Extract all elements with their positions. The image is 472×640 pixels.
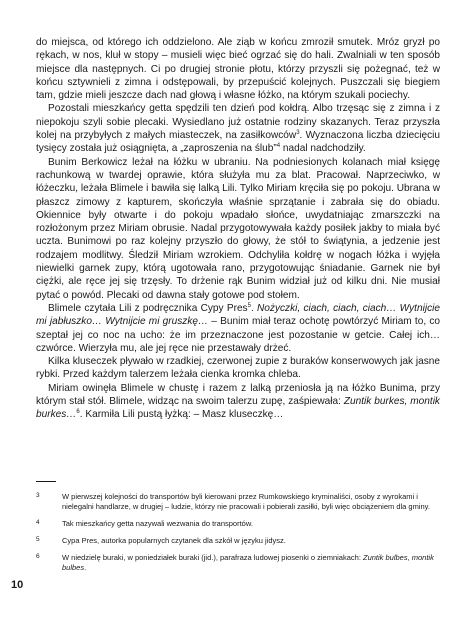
footnote-number: 5 [36,536,40,543]
footnote-number: 4 [36,519,40,526]
footnote-number: 6 [36,553,40,560]
footnote-text: Cypa Pres, autorka popularnych czytanek dla szkół w języku jidysz. [62,536,286,545]
footnote-text [62,553,440,573]
footnote-rule [36,481,56,482]
footnotes [36,492,440,580]
footnote-text-italic: Zuntik bulbes, montik bulbes [62,553,434,572]
page-number: 10 [11,579,24,591]
paragraph-6-text-b: Karmiła Lili pustą łyżką: – Masz kluseczkę… [82,409,284,421]
paragraph-4-text-a: Blimele czytała Lili z podręcznika Cypy Pres [48,302,248,314]
paragraph-6-text-a: Miriam owinęła Blimele w chustę i razem z lalką przeniosła ją na łóżko Bunima, przy którym stał stół. Blimele, widząc na swoim talerzu zupę, zaśpiewała: [36,382,440,408]
paragraph-4-text-b: – Bunim miał teraz ochotę powtórzyć Miriam to, co szeptał jej co noc na ucho: że im przeznaczone jest pozostanie w getcie. Całej ich… czwórce. Wierzyła mu, ale jej ręce nie przestawały drżeć. [36,316,441,354]
paragraph-6: Miriam owinęła Blimele w chustę i razem z lalką przeniosła ją na łóżko Bunima, przy którym stał stół. Blimele, widząc na swoim talerzu zupę, zaśpiewała: Zuntik burkes, montik burkes…$^6$. Karmiła Lili pustą łyżką: – Masz kluseczkę… [36,382,440,421]
footnote-5 [36,536,440,546]
footnote-marker-4: 4 [276,143,281,150]
paragraph-5: Kilka kluseczek pływało w rzadkiej, czerwonej zupie z buraków konserwowych jak jasne rybki. Przed każdym talerzem leżała cienka kromka chleba. [36,356,440,381]
footnote-3 [36,492,440,512]
footnote-text: Tak mieszkańcy getta nazywali wezwania do transportów. [62,519,253,528]
footnote-6 [36,553,440,573]
page-margin [0,0,24,640]
paragraph-4-italic: Nożyczki, ciach, ciach, ciach… Wytnijcie mi jabłuszko… Wytnijcie mi gruszkę… [36,302,440,328]
footnote-marker-6: 6 [76,409,80,416]
footnote-4 [36,519,440,529]
paragraph-2-text-c: nadal nadchodziły. [282,143,366,155]
footnote-text-plain: W niedzielę buraki, w poniedziałek buraki (jid.), parafraza ludowej piosenki o ziemniakach: [62,553,363,562]
footnote-marker-5: 5 [247,302,251,309]
footnote-marker-3: 3 [296,130,300,137]
paragraph-2-text-a: Pozostali mieszkańcy getta spędzili ten dzień pod kołdrą. Albo trzęsąc się z zimna i z niepokoju szyli sobie plecaki. Wysiedlano już ostatnie rodziny skazanych. Teraz przyszła kolej na przybyłych z małych miasteczek, na zasiłkowców [36,103,440,142]
footnote-number: 3 [36,492,40,499]
paragraph-6-italic: Zuntik burkes, montik burkes… [36,396,440,421]
footnote-text: W pierwszej kolejności do transportów byli kierowani przez Rumkowskiego kryminaliści, osoby z wyrokami i nielegalni handlarze, w drugiej – ludzie, którzy nie pracowali i pobierali zasiłki, byli więc obciążeniem dla gminy. [62,492,430,511]
footnote-text-end: . [84,563,87,572]
body-text [36,36,440,422]
paragraph-2-text-b: . Wyznaczona liczba dziecięciu tysięcy została już osiągnięta, a „zaproszenia na ślub” [36,130,440,155]
paragraph-2 [36,102,440,155]
paragraph-1: do miejsca, od którego ich oddzielono. Ale ziąb w końcu zmroził smutek. Mróz gryzł po rękach, w nos, kluł w stopy – musieli więc bieć ogrzać się do hali. Zwalniali w ten sposób miejsce dla następnych. Ci po drugiej stronie płotu, którzy przyszli się pożegnać, też w końcu sztywnieli z zimna i odstępowali, by przepuścić kolejnych. Puszczali się biegiem tam, gdzie mieli jeszcze dach nad głową i własne łóżko, na którym szukali pociechy. [36,37,440,102]
paragraph-4: Blimele czytała Lili z podręcznika Cypy Pres$^5$. Nożyczki, ciach, ciach, ciach… Wytnijcie mi jabłuszko… Wytnijcie mi gruszkę… – Bunim miał teraz ochotę powtórzyć Miriam to, co szeptał jej co noc na ucho: że im przeznaczone jest pozostanie w getcie. Całej ich… czwórce. Wierzyła mu, ale jej ręce nie przestawały drżeć. [36,302,441,354]
paragraph-3: Bunim Berkowicz leżał na łóżku w ubraniu. Na podniesionych kolanach miał księgę rachunkową w twardej oprawie, która służyła mu za blat. Pracował. Naprzeciwko, w łóżeczku, leżała Blimele i bawiła się lalką Lili. Tylko Miriam kręciła się po pokoju. Ubrana w płaszcz zimowy z kapturem, skończyła właśnie sprzątanie i zabrała się do obiadu. Okiennice były otwarte i do pokoju wpadało słońce, uwydatniając zmarszczki na rozłożonym przez Miriam obrusie. Nadal przygotowywała każdy posiłek jakby to miała być uczta. Bunimowi po raz kolejny przyszło do głowy, że stół to świątynia, a jedzenie jest rodzajem modlitwy. Śledził Miriam wzrokiem. Odchyliła kołdrę w nogach łóżka i wyjęła niewielki garnek zupy, którą ugotowała rano, przygotowując śniadanie. Garnek nie był ciężki, ale ręce jej się trzęsły. To drżenie rąk Bunim widział już od kilku dni. Nie musiał pytać o powód. Plecaki od dawna stały gotowe pod stołem. [36,156,440,301]
